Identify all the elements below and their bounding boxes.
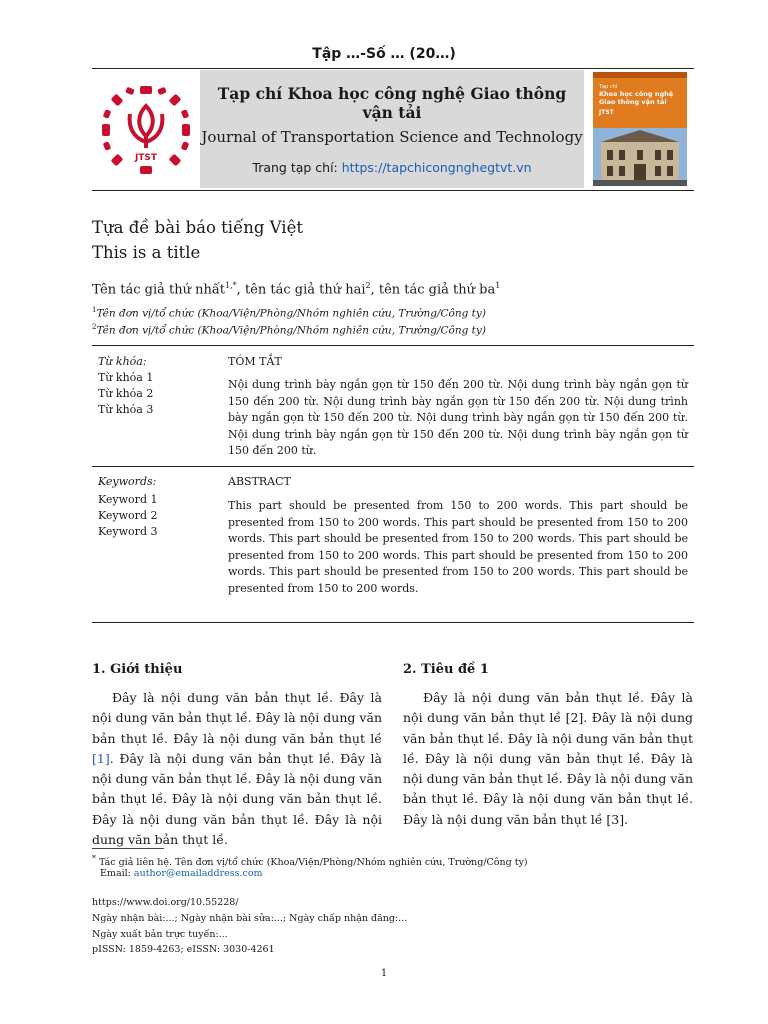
journal-cover-image [593, 72, 687, 186]
author-name: tên tác giả thứ ba [378, 282, 496, 298]
keywords-label-vn: Từ khóa: [98, 355, 147, 368]
author-name: tên tác giả thứ hai [244, 282, 366, 298]
journal-website [200, 160, 584, 175]
citation-link[interactable]: [1] [92, 750, 110, 766]
journal-name-vn: Tạp chí Khoa học công nghệ Giao thông vận tải [217, 84, 567, 122]
svg-text:Tạp chí: Tạp chí [599, 84, 618, 90]
abstract-heading-vn: TÓM TẮT [228, 355, 282, 368]
svg-text:Khoa học công nghệ: Khoa học công nghệ [599, 90, 674, 98]
keyword-en: Keyword 1 [98, 493, 158, 506]
journal-logo [100, 84, 192, 176]
abstract-text-en: This part should be presented from 150 to 200 words. This part should be presented from 150 to 200 words. This part should be presented from 150 to 200 words. This part should be presented from 150 to 200 words. This part should be presented from 150 to 200 words. This part should be presented from 150 to 200 words. This part should be presented from 150 to 200 words. This part should be presented from 150 to 200 words. [228, 499, 688, 595]
body-text-part: . Đây là nội dung văn bản thụt lề. Đây là nội dung văn bản thụt lề. Đây là nội dung văn bản thụt lề. Đây là nội dung văn bản thụt lề. Đây là nội dung văn bản thụt lề. Đây là nội dung văn bản thụt lề. [92, 750, 382, 848]
section-heading: 1. Giới thiệu [92, 662, 183, 677]
section-body [403, 688, 693, 830]
author-separator: , [370, 282, 379, 298]
footnote-text: Tác giả liên hệ. Tên đơn vị/tổ chức (Khoa/Viện/Phòng/Nhóm nghiên cứu, Trường/Công ty) [95, 857, 528, 869]
abstract-heading-en: ABSTRACT [228, 475, 291, 488]
keyword-vn: Từ khóa 3 [98, 403, 154, 416]
keywords-label-en: Keywords: [98, 475, 157, 488]
received-dates-line: Ngày nhận bài:...; Ngày nhận bài sửa:...; Ngày chấp nhận đăng:... [92, 913, 408, 924]
footnote-mark: * [92, 854, 96, 863]
svg-text:JTST: JTST [599, 109, 614, 116]
keyword-vn: Từ khóa 2 [98, 387, 154, 400]
author-separator: , [236, 282, 245, 298]
author-affiliation-mark: 2 [365, 281, 371, 290]
keyword-en: Keyword 2 [98, 509, 158, 522]
header-top-rule [92, 68, 694, 69]
affiliation-text: Tên đơn vị/tổ chức (Khoa/Viện/Phòng/Nhóm nghiên cứu, Trường/Công ty) [96, 324, 486, 337]
author-list [92, 281, 500, 297]
abstract-top-rule [92, 345, 694, 346]
abstract-middle-rule [92, 466, 694, 467]
body-text-part: Đây là nội dung văn bản thụt lề. Đây là nội dung văn bản thụt lề. Đây là nội dung văn bản thụt lề. Đây là nội dung văn bản thụt lề [92, 690, 382, 746]
abstract-bottom-rule [92, 622, 694, 623]
page-number: 1 [380, 968, 388, 979]
keyword-en: Keyword 3 [98, 525, 158, 538]
affiliation-1 [92, 306, 486, 320]
issue-line: Tập …-Số … (20…) [312, 46, 456, 62]
journal-name-en: Journal of Transportation Science and Technology [201, 128, 583, 146]
issn-line: pISSN: 1859-4263; eISSN: 3030-4261 [92, 944, 275, 955]
affiliation-text: Tên đơn vị/tổ chức (Khoa/Viện/Phòng/Nhóm nghiên cứu, Trường/Công ty) [96, 307, 486, 320]
body-text-part: Đây là nội dung văn bản thụt lề. Đây là nội dung văn bản thụt lề [2]. Đây là nội dung văn bản thụt lề. Đây là nội dung văn bản thụt lề. Đây là nội dung văn bản thụt lề. Đây là nội dung văn bản thụt lề. Đây là nội dung văn bản thụt lề. Đây là nội dung văn bản thụt lề. Đây là nội dung văn bản thụt lề [3]. [403, 690, 693, 827]
logo-tulip-icon [130, 106, 163, 148]
affiliation-mark: 1 [92, 306, 97, 314]
journal-website-link[interactable]: https://tapchicongnghegtvt.vn [341, 160, 532, 175]
author-name: Tên tác giả thứ nhất [92, 282, 226, 298]
author-email-link[interactable]: author@emailaddress.com [133, 868, 263, 879]
header-bottom-rule [92, 190, 694, 191]
section-body [92, 688, 382, 850]
author-email-line [100, 866, 263, 881]
abstract-text-vn: Nội dung trình bày ngắn gọn từ 150 đến 200 từ. Nội dung trình bày ngắn gọn từ 150 đến 200 từ. Nội dung trình bày ngắn gọn từ 150 đến 200 từ. Nội dung trình bày ngắn gọn từ 150 đến 200 từ. Nội dung trình bày ngắn gọn từ 150 đến 200 từ. Nội dung trình bày ngắn gọn từ 150 đến 200 từ. Nội dung trình bày ngắn gọn từ 150 đến 200 từ. [228, 378, 688, 457]
section-heading: 2. Tiêu đề 1 [403, 662, 489, 677]
affiliation-2 [92, 323, 486, 337]
author-affiliation-mark: 1,* [225, 281, 237, 290]
email-label: Email: [100, 868, 134, 879]
author-affiliation-mark: 1 [495, 281, 501, 290]
footnote-rule [92, 848, 164, 849]
doi-line: https://www.doi.org/10.55228/ [92, 897, 239, 908]
keyword-vn: Từ khóa 1 [98, 371, 154, 384]
svg-text:JTST: JTST [134, 153, 158, 163]
article-title-vn: Tựa đề bài báo tiếng Việt [92, 218, 303, 237]
published-online-line: Ngày xuất bản trực tuyến:... [92, 929, 228, 940]
journal-website-label: Trang tạp chí: [252, 160, 342, 175]
affiliation-mark: 2 [92, 323, 97, 331]
svg-text:Giao thông vận tải: Giao thông vận tải [599, 98, 667, 106]
article-title-en: This is a title [92, 243, 201, 262]
